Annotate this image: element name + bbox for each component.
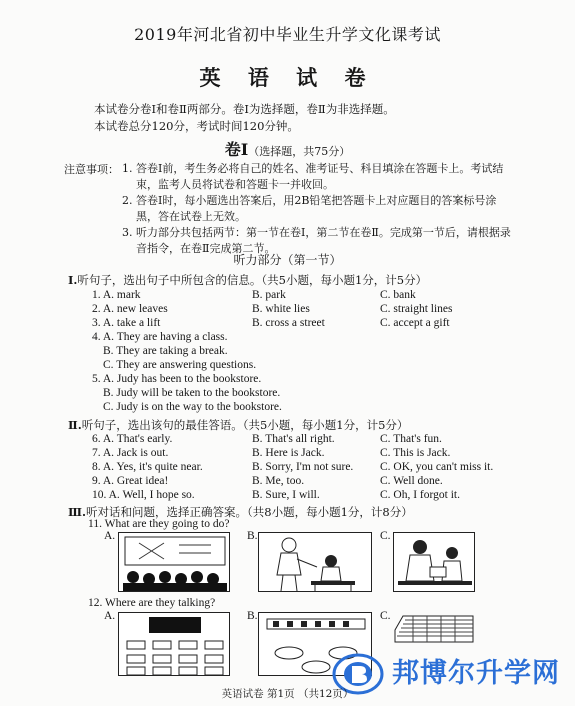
notice-item-2 [122, 193, 516, 225]
part1-heading [0, 137, 575, 160]
reading-together-illustration [394, 533, 475, 592]
exam-title: 2019年河北省初中毕业生升学文化课考试 [134, 25, 441, 44]
page-footer: 英语试卷 第1页 （共12页） [221, 688, 354, 700]
option-10b: B. Sure, I will. [252, 489, 320, 501]
option-3b: B. cross a street [252, 317, 325, 329]
label-11a: A. [104, 530, 116, 542]
option-8b: B. Sorry, I'm not sure. [252, 461, 354, 473]
part1-label: 卷Ⅰ [224, 140, 249, 159]
option-5b: B. Judy will be taken to the bookstore. [103, 387, 281, 399]
picture-12c [393, 612, 475, 646]
option-6c: C. That's fun. [380, 433, 442, 445]
option-10a: 10. A. Well, I hope so. [92, 489, 195, 501]
section1-heading [68, 272, 427, 288]
option-9a: 9. A. Great idea! [92, 475, 169, 487]
part1-note: （选择题，共75分） [248, 145, 351, 158]
notice-label: 注意事项： [64, 163, 119, 176]
picture-11c [393, 532, 475, 592]
option-2c: C. straight lines [380, 303, 453, 315]
section-instruction: 听对话和问题，选择正确答案。（共8小题，每小题1分，计8分） [86, 505, 413, 519]
notice-num: 3. [122, 226, 133, 239]
label-12c: C. [380, 610, 391, 622]
paper-subtitle: 英 语 试 卷 [199, 65, 376, 90]
option-4a: 4. A. They are having a class. [92, 331, 228, 343]
listening-heading: 听力部分（第一节） [233, 253, 342, 267]
option-9c: C. Well done. [380, 475, 443, 487]
notice-num: 2. [122, 194, 133, 207]
notice-text: 听力部分共包括两节：第一节在卷Ⅰ，第二节在卷Ⅱ。完成第一节后，请根据录音指令，在卷Ⅱ完成第二节。 [136, 226, 511, 255]
option-4c: C. They are answering questions. [103, 359, 257, 371]
option-3c: C. accept a gift [380, 317, 450, 329]
option-7c: C. This is Jack. [380, 447, 451, 459]
option-4b: B. They are taking a break. [103, 345, 228, 357]
intro-line-1: 本试卷分卷Ⅰ和卷Ⅱ两部分。卷Ⅰ为选择题，卷Ⅱ为非选择题。 [94, 102, 395, 116]
option-5c: C. Judy is on the way to the bookstore. [103, 401, 282, 413]
notice-num: 1. [122, 162, 133, 175]
label-11b: B. [247, 530, 258, 542]
option-1b: B. park [252, 289, 286, 301]
watermark-text: 邦博尔升学网 [392, 658, 560, 689]
classroom-illustration [119, 613, 230, 676]
option-2b: B. white lies [252, 303, 310, 315]
option-1c: C. bank [380, 289, 416, 301]
picture-11a [118, 532, 230, 592]
section-roman: Ⅲ. [68, 505, 87, 519]
option-2a: 2. A. new leaves [92, 303, 168, 315]
question-11: 11. What are they going to do? [88, 518, 230, 530]
cinema-illustration [119, 533, 230, 592]
section-roman: Ⅰ. [68, 273, 78, 287]
stadium-illustration [393, 612, 475, 646]
section2-heading [68, 417, 408, 433]
option-6b: B. That's all right. [252, 433, 335, 445]
picture-11b [258, 532, 372, 592]
option-3a: 3. A. take a lift [92, 317, 161, 329]
notice-item-1 [122, 161, 516, 193]
intro-line-2: 本试卷总分120分，考试时间120分钟。 [94, 119, 299, 133]
option-1a: 1. A. mark [92, 289, 141, 301]
option-6a: 6. A. That's early. [92, 433, 173, 445]
label-12b: B. [247, 610, 258, 622]
option-7a: 7. A. Jack is out. [92, 447, 169, 459]
label-12a: A. [104, 610, 116, 622]
question-12: 12. Where are they talking? [88, 597, 216, 609]
notice-text: 答卷Ⅰ时，每小题选出答案后，用2B铅笔把答题卡上对应题目的答案标号涂黑，答在试卷上无效。 [136, 194, 497, 223]
picture-12a [118, 612, 230, 676]
notice-text: 答卷Ⅰ前，考生务必将自己的姓名、准考证号、科目填涂在答题卡上。考试结束，监考人员将试卷和答题卡一并收回。 [136, 162, 504, 191]
option-7b: B. Here is Jack. [252, 447, 325, 459]
option-5a: 5. A. Judy has been to the bookstore. [92, 373, 262, 385]
option-10c: C. Oh, I forgot it. [380, 489, 460, 501]
label-11c: C. [380, 530, 391, 542]
option-9b: B. Me, too. [252, 475, 305, 487]
option-8a: 8. A. Yes, it's quite near. [92, 461, 203, 473]
section-instruction: 听句子，选出句子中所包含的信息。（共5小题，每小题1分，计5分） [77, 273, 428, 287]
section-roman: Ⅱ. [68, 418, 82, 432]
option-8c: C. OK, you can't miss it. [380, 461, 494, 473]
doctor-patient-illustration [259, 533, 372, 592]
section-instruction: 听句子，选出该句的最佳答语。（共5小题，每小题1分，计5分） [81, 418, 409, 432]
